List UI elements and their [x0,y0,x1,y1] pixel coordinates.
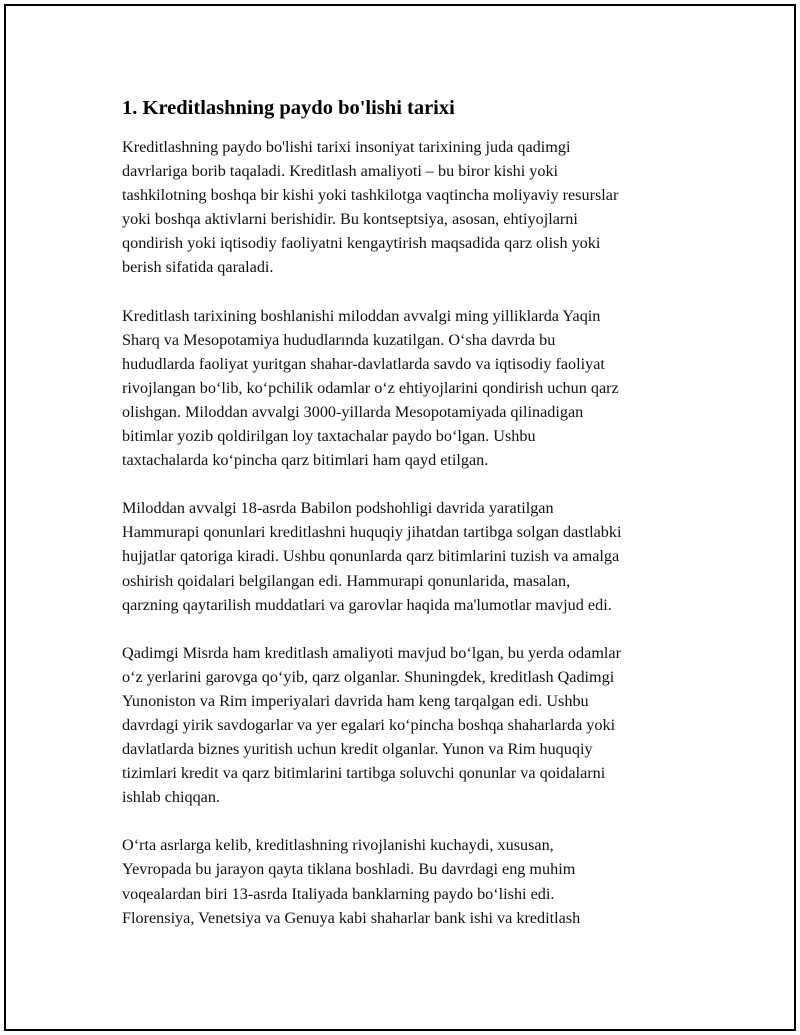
text-line: Miloddan avvalgi 18-asrda Babilon podshohligi davrida yaratilgan [122,499,554,518]
page-frame [4,4,796,1031]
paragraph-5 [122,833,702,929]
text-line: Florensiya, Venetsiya va Genuya kabi shaharlar bank ishi va kreditlash [122,908,581,927]
text-line: Kreditlashning paydo bo'lishi tarixi insoniyat tarixining juda qadimgi [122,138,571,156]
text-line: bitimlar yozib qoldirilgan loy taxtachalar paydo bo‘lgan. Ushbu [122,427,536,446]
text-line: qondirish yoki iqtisodiy faoliyatni kengaytirish maqsadida qarz olish yoki [122,234,601,253]
text-line: rivojlangan bo‘lib, ko‘pchilik odamlar o‘z ehtiyojlarini qondirish uchun qarz [122,378,619,397]
text-line: Yunoniston va Rim imperiyalari davrida ham keng tarqalgan edi. Ushbu [122,691,589,710]
text-line: Sharq va Mesopotamiya hududlarında kuzatilgan. O‘sha davrda bu [122,330,556,349]
text-line: qarzning qaytarilish muddatlari va garovlar haqida ma'lumotlar mavjud edi. [122,595,612,614]
text-line: Hammurapi qonunlari kreditlashni huquqiy jihatdan tartibga solgan dastlabki [122,523,622,542]
paragraph-3 [122,496,702,616]
text-line: Kreditlash tarixining boshlanishi miloddan avvalgi ming yilliklarda Yaqin [122,306,601,325]
document-body [122,94,702,954]
text-line: davlatlarda biznes yuritish uchun kredit olganlar. Yunon va Rim huquqiy [122,740,593,759]
paragraph-1 [122,135,702,280]
text-line: O‘rta asrlarga kelib, kreditlashning rivojlanishi kuchaydi, xususan, [122,836,554,855]
text-line: tashkilotning boshqa bir kishi yoki tashkilotga vaqtincha moliyaviy resurslar [122,186,619,205]
text-line: voqealardan biri 13-asrda Italiyada banklarning paydo bo‘lishi edi. [122,884,555,903]
text-line: davrdagi yirik savdogarlar va yer egalari ko‘pincha boshqa shaharlarda yoki [122,715,616,734]
text-line: ishlab chiqqan. [122,788,221,807]
text-line: tizimlari kredit va qarz bitimlarini tartibga soluvchi qonunlar va qoidalarni [122,764,606,783]
text-line: hududlarda faoliyat yuritgan shahar-davlatlarda savdo va iqtisodiy faoliyat [122,354,605,373]
paragraph-4 [122,641,702,810]
text-line: hujjatlar qatoriga kiradi. Ushbu qonunlarda qarz bitimlarini tuzish va amalga [122,547,620,566]
text-line: taxtachalarda ko‘pincha qarz bitimlari ham qayd etilgan. [122,451,489,470]
text-line: o‘z yerlarini garovga qo‘yib, qarz olganlar. Shuningdek, kreditlash Qadimgi [122,667,615,686]
text-line: Yevropada bu jarayon qayta tiklana boshladi. Bu davrdagi eng muhim [122,860,576,879]
text-line: oshirish qoidalari belgilangan edi. Hammurapi qonunlarida, masalan, [122,571,571,590]
text-line: davrlariga borib taqaladi. Kreditlash amaliyoti – bu biror kishi yoki [122,162,559,181]
text-line: olishgan. Miloddan avvalgi 3000-yillarda Mesopotamiyada qilinadigan [122,402,584,421]
text-line: berish sifatida qaraladi. [122,258,274,277]
text-line: Qadimgi Misrda ham kreditlash amaliyoti mavjud bo‘lgan, bu yerda odamlar [122,643,621,662]
text-line: yoki boshqa aktivlarni berishidir. Bu kontseptsiya, asosan, ehtiyojlarni [122,210,578,229]
section-heading: 1. Kreditlashning paydo bo'lishi tarixi [122,97,455,119]
paragraph-2 [122,304,702,473]
